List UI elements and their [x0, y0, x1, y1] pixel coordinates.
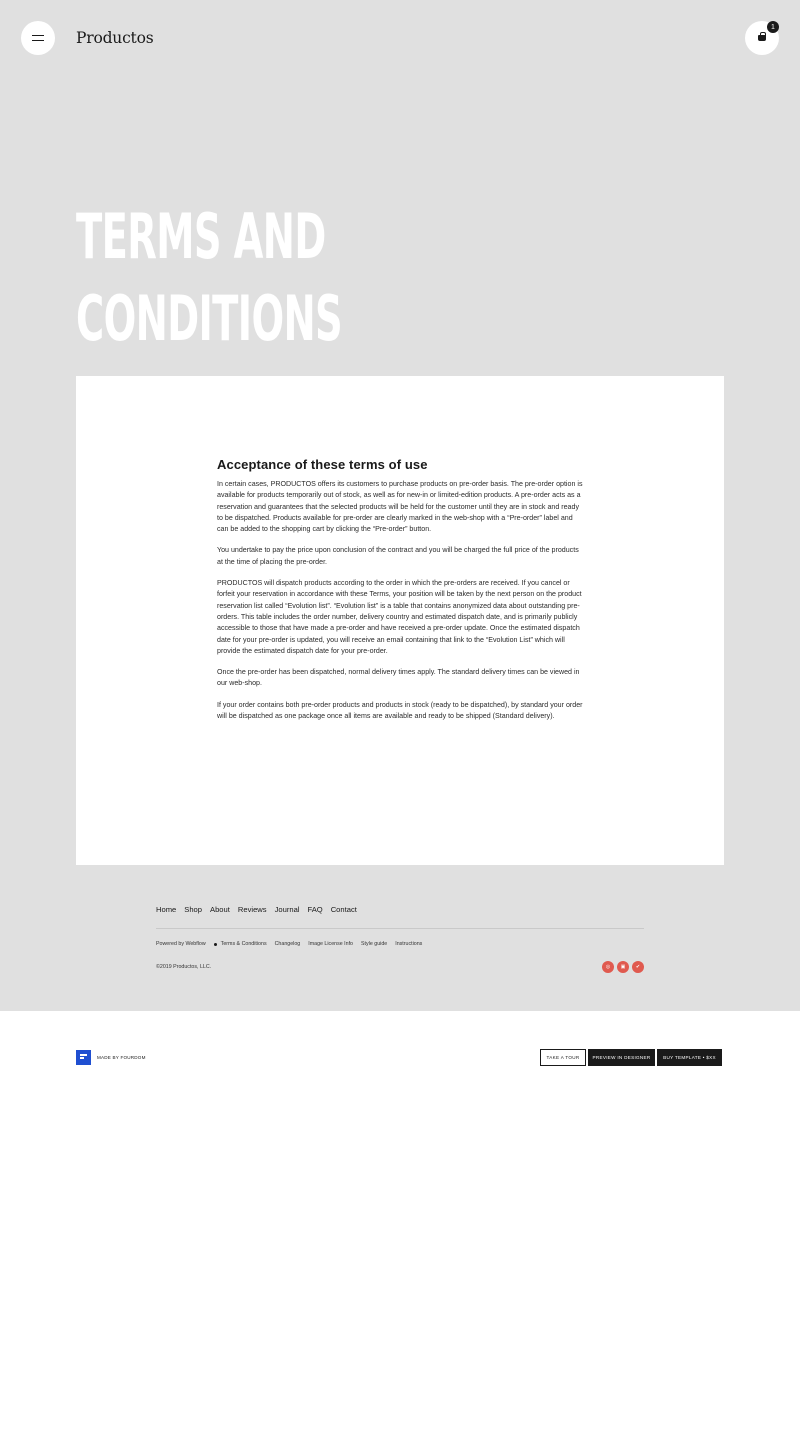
twitter-icon: ✔	[635, 963, 641, 970]
powered-by-webflow-link[interactable]: Powered by Webflow	[156, 941, 206, 947]
made-by-fourdom[interactable]	[76, 1050, 146, 1065]
fourdom-logo-icon	[76, 1050, 91, 1065]
terms-paragraph-3: PRODUCTOS will dispatch products according to the order in which the pre-orders are received. If you cancel or forfeit your reservation in accordance with these Terms, your position will be taken by the next person on the product reservation list called “Evolution list”. “Evolution list” is a table that contains anonymized data about outstanding pre-orders. This table includes the order number, delivery country and estimated dispatch date, and is primarily publicly accessible to those that have made a pre-order and have received a pre-order update. Once the estimated dispatch date for your pre-order is updated, you will receive an email containing that link to the “Evolution List” which will provide the estimated dispatch date for your pre-order.	[217, 579, 582, 655]
footer-divider	[156, 928, 644, 929]
hamburger-icon-line	[32, 40, 44, 41]
style-guide-link[interactable]: Style guide	[361, 941, 388, 947]
footer-nav-reviews[interactable]: Reviews	[237, 905, 267, 914]
terms-paragraph-5: If your order contains both pre-order products and products in stock (ready to be dispatched), by standard your order will be dispatched as one package once all items are available and ready to be shipped (Standard delivery).	[217, 700, 583, 721]
image-license-link[interactable]: Image License Info	[308, 941, 353, 947]
shopping-bag-icon	[758, 35, 766, 41]
terms-content	[217, 457, 585, 732]
footer-nav-journal[interactable]: Journal	[274, 905, 300, 914]
page-title	[76, 196, 505, 360]
made-by-label: MADE BY FOURDOM	[97, 1055, 146, 1060]
terms-conditions-link[interactable]: Terms & Conditions	[220, 941, 267, 947]
footer-nav-home[interactable]: Home	[156, 905, 177, 914]
site-logo[interactable]: Productos	[76, 29, 154, 47]
footer-nav	[156, 905, 365, 914]
preview-designer-button[interactable]: PREVIEW IN DESIGNER	[588, 1049, 655, 1066]
instagram-icon: ◎	[605, 963, 611, 970]
footer-nav-shop[interactable]: Shop	[184, 905, 203, 914]
cart-count-badge: 1	[767, 21, 779, 33]
terms-paragraph-4: Once the pre-order has been dispatched, normal delivery times apply. The standard delivery times can be viewed in our web-shop.	[217, 668, 580, 688]
instructions-link[interactable]: Instructions	[395, 941, 423, 947]
copyright-text: ©2019 Productos, LLC.	[156, 964, 212, 970]
take-tour-button[interactable]: TAKE A TOUR	[540, 1049, 586, 1066]
social-links	[602, 961, 644, 973]
hamburger-icon	[32, 35, 44, 36]
square-icon: ▣	[620, 963, 626, 970]
menu-button[interactable]	[21, 21, 55, 55]
changelog-link[interactable]: Changelog	[274, 941, 301, 947]
active-dot-icon	[214, 943, 217, 946]
section-heading: Acceptance of these terms of use	[217, 457, 428, 472]
footer-nav-faq[interactable]: FAQ	[307, 905, 323, 914]
page-title-line-1: TERMS AND	[76, 200, 326, 273]
instagram-button[interactable]	[602, 961, 614, 973]
terms-content-card	[76, 376, 724, 865]
social-square-button[interactable]	[617, 961, 629, 973]
terms-paragraph-1: In certain cases, PRODUCTOS offers its customers to purchase products on pre-order basis. The pre-order option is available for products temporarily out of stock, as well as for new-in or limited-edition products. A pre-order acts as a reservation and guarantees that the selected products will be held for the customer until they are in stock and ready to be dispatched. Products available for pre-order are clearly marked in the web-shop with a “Pre-order” label and can be added to the shopping cart by clicking the “Pre-order” button.	[217, 480, 583, 534]
twitter-button[interactable]	[632, 961, 644, 973]
buy-template-button[interactable]: BUY TEMPLATE • $XX	[657, 1049, 722, 1066]
footer-links	[156, 941, 430, 947]
terms-paragraph-2: You undertake to pay the price upon conclusion of the contract and you will be charged the full price of the products at the time of placing the pre-order.	[217, 546, 579, 566]
footer-nav-contact[interactable]: Contact	[330, 905, 357, 914]
page-title-line-2: CONDITIONS	[76, 282, 343, 355]
footer-nav-about[interactable]: About	[210, 905, 230, 914]
